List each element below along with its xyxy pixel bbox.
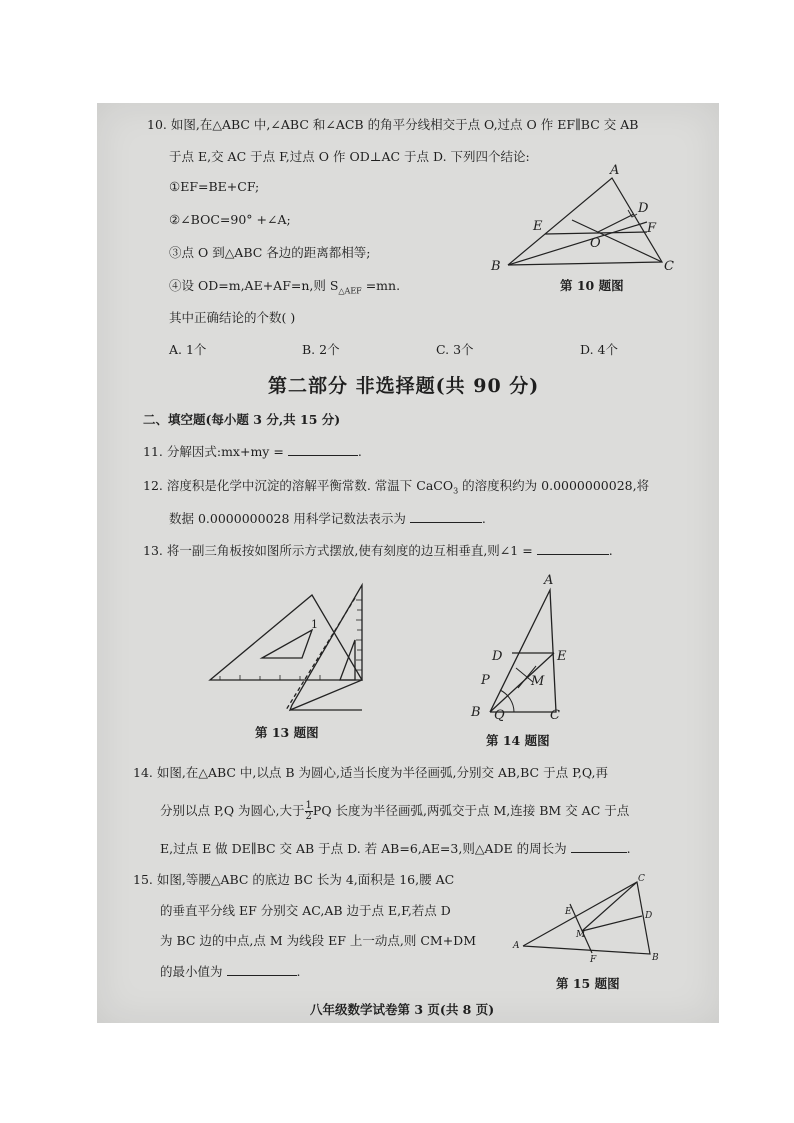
q10-conclusion-1: ①EF=BE+CF; bbox=[169, 179, 260, 194]
q14-label-p: P bbox=[481, 673, 490, 688]
part2-title: 第二部分 非选择题(共 90 分) bbox=[268, 375, 540, 397]
q14-line3: E,过点 E 做 DE∥BC 交 AB 于点 D. 若 AB=6,AE=3,则△ADE 的周长为 . bbox=[160, 841, 631, 856]
q10-line1: 10. 如图,在△ABC 中,∠ABC 和∠ACB 的角平分线相交于点 O,过点 O 作 EF∥BC 交 AB bbox=[147, 117, 639, 132]
q10-caption: 第 10 题图 bbox=[560, 278, 624, 293]
q10-conclusion-4: ④设 OD=m,AE+AF=n,则 $S_{\triangle AEF} =mn$. bbox=[169, 278, 401, 296]
q13-text: 13. 将一副三角板按如图所示方式摆放,使有刻度的边互相垂直,则∠1 = . bbox=[143, 543, 613, 558]
q14-label-a: A bbox=[544, 573, 554, 588]
page-footer: 八年级数学试卷第 3 页(共 8 页) bbox=[310, 1002, 495, 1017]
q10-label-a: A bbox=[610, 163, 620, 178]
q10-label-c: C bbox=[664, 259, 674, 274]
q10-label-b: B bbox=[491, 259, 501, 274]
q15-line3: 为 BC 边的中点,点 M 为线段 EF 上一动点,则 CM+DM bbox=[160, 933, 476, 948]
q15-line-ef bbox=[570, 904, 592, 953]
q14-label-d: D bbox=[492, 649, 503, 664]
q15-caption: 第 15 题图 bbox=[556, 976, 620, 991]
q14-line2: 分别以点 P,Q 为圆心,大于 $\frac{1}{2}$ PQ 长度为半径画弧,两弧交于点 M,连接 BM 交 AC 于点 bbox=[160, 800, 630, 822]
q10-label-o: O bbox=[590, 236, 601, 251]
q15-line2: 的垂直平分线 EF 分别交 AC,AB 边于点 E,F,若点 D bbox=[160, 903, 451, 918]
q10-label-f: F bbox=[647, 221, 657, 236]
q14-label-c: C bbox=[550, 708, 560, 723]
q15-label-a: A bbox=[513, 941, 520, 951]
q10-conclusion-3: ③点 O 到△ABC 各边的距离都相等; bbox=[169, 245, 371, 260]
q15-label-f: F bbox=[590, 955, 597, 965]
q14-fraction-half: $\frac{1}{2}$ bbox=[305, 800, 312, 822]
q14-label-q: Q bbox=[494, 708, 505, 723]
q13-angle-label-1: 1 bbox=[311, 618, 318, 631]
q11-text: 11. 分解因式:mx+my = . bbox=[143, 444, 362, 459]
q15-triangle-abc bbox=[523, 882, 653, 954]
q10-option-d: D. 4个 bbox=[580, 342, 618, 357]
q14-line1: 14. 如图,在△ABC 中,以点 B 为圆心,适当长度为半径画弧,分别交 AB,BC 于点 P,Q,再 bbox=[133, 765, 609, 780]
q15-label-d: D bbox=[645, 911, 653, 921]
q10-label-e: E bbox=[533, 219, 543, 234]
q12-line2: 数据 0.0000000028 用科学记数法表示为 . bbox=[169, 511, 486, 526]
q10-label-d: D bbox=[638, 201, 649, 216]
q10-line2: 于点 E,交 AC 于点 F,过点 O 作 OD⊥AC 于点 D. 下列四个结论: bbox=[169, 149, 530, 164]
q10-option-a: A. 1个 bbox=[169, 342, 207, 357]
q12-line1: 12. 溶度积是化学中沉淀的溶解平衡常数. 常温下 CaCO$_3$ 的溶度积约为 0.0000000028,将 bbox=[143, 478, 650, 496]
q14-label-e: E bbox=[557, 649, 567, 664]
q15-label-c: C bbox=[638, 874, 645, 884]
q10-option-c: C. 3个 bbox=[436, 342, 474, 357]
q10-question: 其中正确结论的个数( ) bbox=[169, 310, 296, 325]
q13-caption: 第 13 题图 bbox=[255, 725, 319, 740]
q15-label-b: B bbox=[652, 953, 659, 963]
q14-caption: 第 14 题图 bbox=[486, 733, 550, 748]
q15-label-m: M bbox=[576, 930, 586, 940]
q10-option-b: B. 2个 bbox=[302, 342, 340, 357]
q14-label-m: M bbox=[531, 674, 545, 689]
q15-line1: 15. 如图,等腰△ABC 的底边 BC 长为 4,面积是 16,腰 AC bbox=[133, 872, 455, 887]
q15-line4: 的最小值为 . bbox=[160, 964, 301, 979]
q15-label-e: E bbox=[565, 907, 572, 917]
q10-conclusion-2: ②∠BOC=90° +∠A; bbox=[169, 212, 291, 227]
fill-in-section-title: 二、填空题(每小题 3 分,共 15 分) bbox=[143, 412, 341, 427]
q14-label-b: B bbox=[471, 705, 481, 720]
